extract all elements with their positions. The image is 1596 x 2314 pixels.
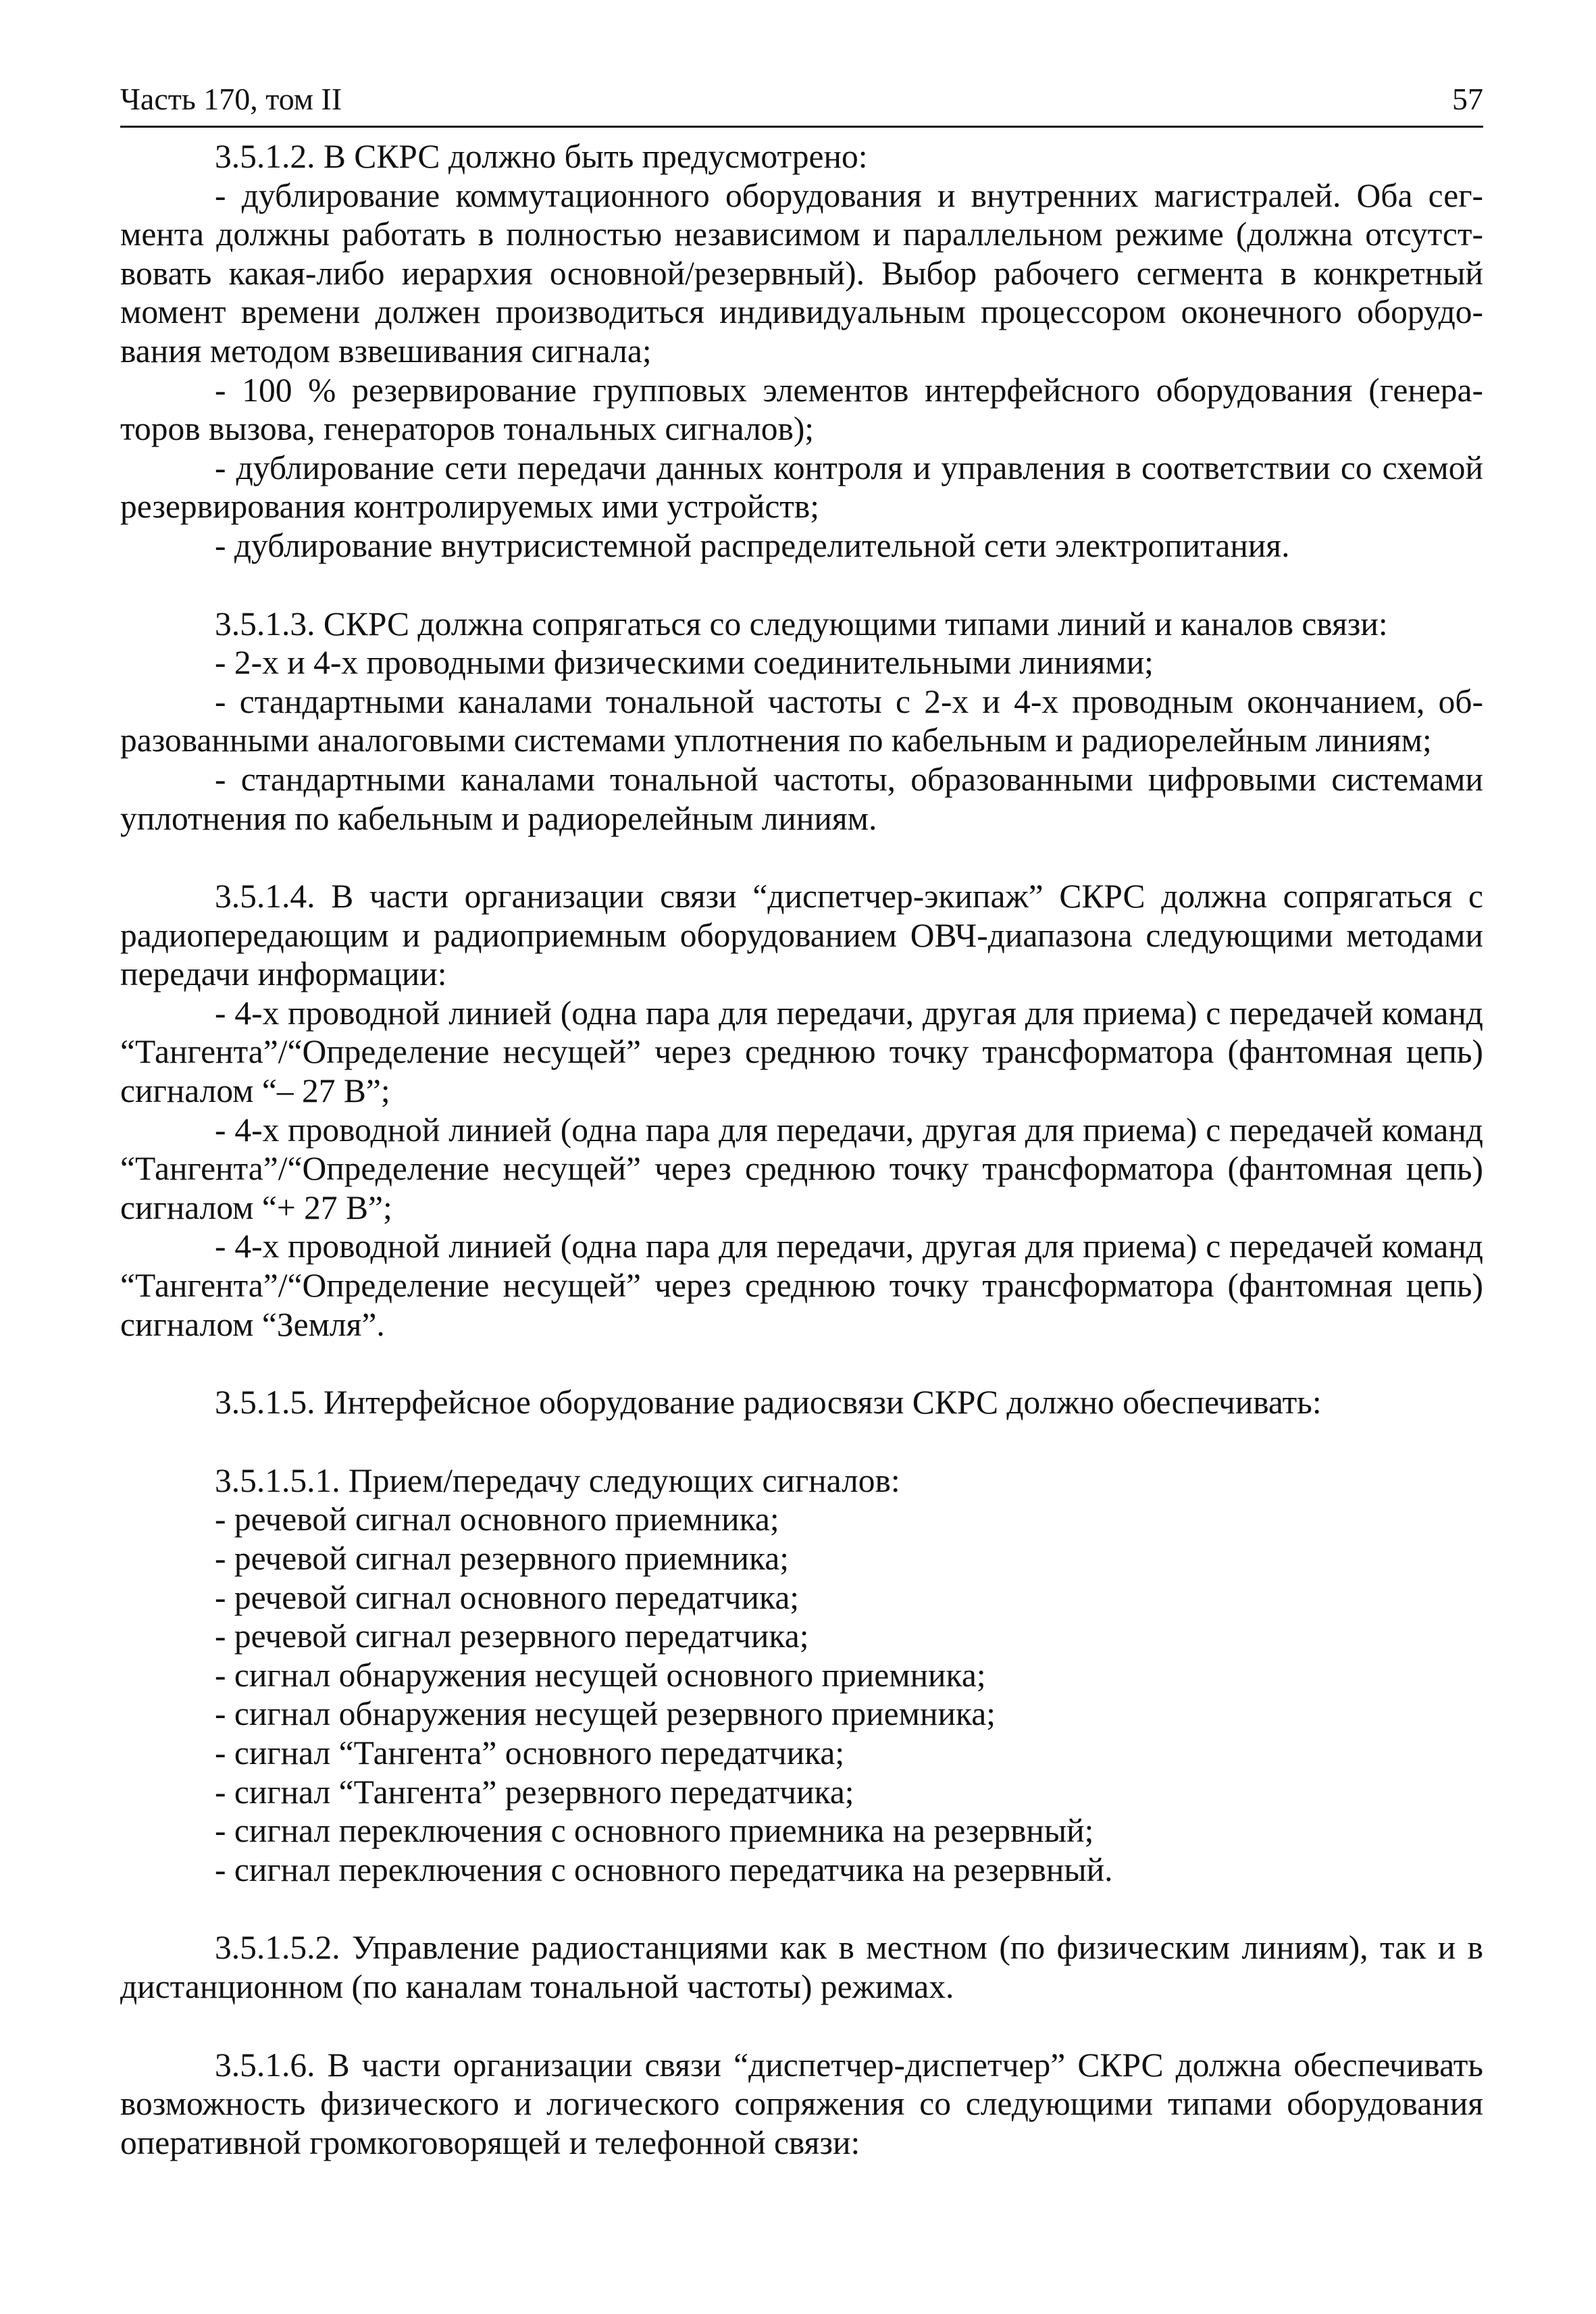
list-item: - сигнал переключения с основного приемника на резервный; [215,1812,1094,1850]
paragraph: 3.5.1.6. В части организации связи “диспетчер-диспетчер” СКРС должна обеспечивать возможность физического и логического сопряжения со следующими типами оборудования оперативной громкоговорящей и телефонной связи: [120,2046,1483,2161]
section-3-5-1-2 [120,137,1483,565]
section-3-5-1-5 [120,1383,1483,1422]
list-item: - стандартными каналами тональной частоты, образованными цифровыми системами уплотнения по кабельным и радиорелейным линиям. [120,760,1483,837]
list-item: - 4-х проводной линией (одна пара для передачи, другая для приема) с передачей команд “Тангента”/“Определение несущей” через среднюю точку трансформатора (фантомная цепь) сигналом “+ 27 В”; [120,1111,1483,1226]
section-3-5-1-6 [120,2046,1483,2163]
list-item: - дублирование внутрисистемной распределительной сети электропитания. [215,526,1290,564]
list-item: - сигнал “Тангента” резервного передатчика; [215,1773,854,1811]
paragraph: 3.5.1.3. СКРС должна сопрягаться со следующими типами линий и каналов связи: [215,605,1388,643]
section-gap [120,1344,1483,1383]
list-item: - речевой сигнал резервного передатчика; [215,1617,809,1655]
page-number: 57 [1452,82,1483,116]
document-body [120,137,1483,2162]
section-gap [120,1422,1483,1461]
list-item: - 4-х проводной линией (одна пара для передачи, другая для приема) с передачей команд “Тангента”/“Определение несущей” через среднюю точку трансформатора (фантомная цепь) сигналом “– 27 В”; [120,994,1483,1110]
section-gap [120,2007,1483,2046]
paragraph: 3.5.1.5.1. Прием/передачу следующих сигналов: [215,1461,900,1499]
list-item: - дублирование сети передачи данных контроля и управления в соответствии со схемой резервирования контролируемых ими устройств; [120,449,1483,526]
list-item: - речевой сигнал основного передатчика; [215,1578,800,1616]
list-item: - 4-х проводной линией (одна пара для передачи, другая для приема) с передачей команд “Тангента”/“Определение несущей” через среднюю точку трансформатора (фантомная цепь) сигналом “Земля”. [120,1228,1483,1343]
paragraph: 3.5.1.5. Интерфейсное оборудование радиосвязи СКРС должно обеспечивать: [215,1384,1322,1422]
list-item: - дублирование коммутационного оборудования и внутренних магистралей. Оба сегмента должны работать в полностью независимом и параллельном режиме (должна отсутствовать какая-либо иерархия основной/резервный). Выбор рабочего сегмента в конкретный момент времени должен производиться индивидуальным процессором оконечного оборудования методом взвешивания сигнала; [120,176,1483,370]
running-title: Часть 170, том II [120,82,342,116]
list-item: - речевой сигнал основного приемника; [215,1501,779,1538]
list-item: - 2-х и 4-х проводными физическими соединительными линиями; [215,644,1154,682]
section-gap [120,565,1483,605]
section-gap [120,1889,1483,1928]
list-item: - сигнал “Тангента” основного передатчика; [215,1734,845,1771]
section-gap [120,838,1483,877]
section-3-5-1-3 [120,605,1483,838]
section-3-5-1-5-1 [120,1461,1483,1890]
document-page [120,68,1483,2162]
page-header [120,68,1483,128]
section-3-5-1-4 [120,877,1483,1344]
list-item: - 100 % резервирование групповых элементов интерфейсного оборудования (генераторов вызова, генераторов тональных сигналов); [120,371,1483,448]
list-item: - стандартными каналами тональной частоты с 2-х и 4-х проводным окончанием, образованными аналоговыми системами уплотнения по кабельным и радиорелейным линиям; [120,682,1483,759]
paragraph: 3.5.1.2. В СКРС должно быть предусмотрено: [215,138,868,175]
list-item: - сигнал обнаружения несущей основного приемника; [215,1656,986,1694]
section-3-5-1-5-2 [120,1928,1483,2006]
list-item: - сигнал переключения с основного передатчика на резервный. [215,1851,1113,1888]
paragraph: 3.5.1.4. В части организации связи “диспетчер-экипаж” СКРС должна сопрягаться с радиопередающим и радиоприемным оборудованием ОВЧ-диапазона следующими методами передачи информации: [120,878,1483,993]
list-item: - речевой сигнал резервного приемника; [215,1540,790,1577]
paragraph: 3.5.1.5.2. Управление радиостанциями как в местном (по физическим линиям), так и в дистанционном (по каналам тональной частоты) режимах. [120,1929,1483,2005]
list-item: - сигнал обнаружения несущей резервного приемника; [215,1695,996,1733]
